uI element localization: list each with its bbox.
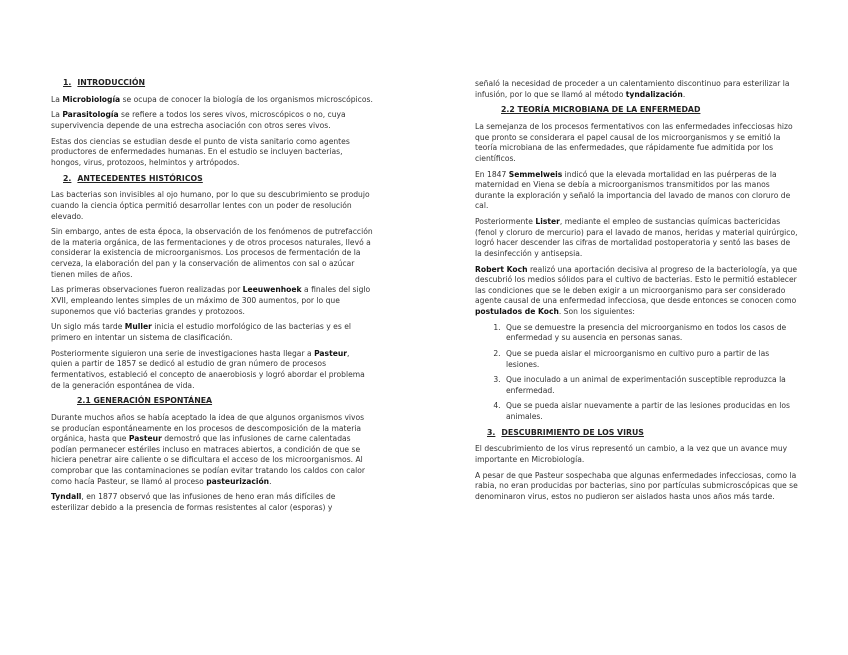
text: En 1847 — [475, 169, 509, 179]
list-item: 2. Que se pueda aislar el microorganismo en cultivo puro a partir de las lesiones. — [503, 349, 798, 370]
paragraph: El descubrimiento de los virus representó un cambio, a la vez que un avance muy importante en Microbiología. — [475, 444, 788, 464]
right-column — [475, 79, 798, 508]
paragraph — [475, 79, 798, 100]
paragraph: La semejanza de los procesos fermentativos con las enfermedades infecciosas hizo que pronto se considerara el papel causal de los microorganismos y se emitió la teoría microbiana de las enfermedades, que rápidamente fue admitida por los científicos. — [475, 121, 793, 163]
section-title: ANTECEDENTES HISTÓRICOS — [77, 173, 203, 183]
bold-term: Robert Koch — [475, 264, 528, 274]
section-heading-introduccion — [51, 78, 373, 89]
bold-term: pasteurización — [206, 476, 270, 486]
text: se refiere a todos los seres vivos, microscópicos o no, cuya supervivencia depende de una estrecha asociación con otros seres vivos. — [51, 110, 346, 130]
section-number: 3. — [487, 427, 496, 437]
section-number: 1. — [63, 78, 72, 87]
list-item: 1. Que se demuestre la presencia del microorganismo en todos los casos de enfermedad y su ausencia en personas sanas. — [503, 323, 798, 344]
bold-term: tyndalización — [625, 89, 683, 99]
list-item: 4. Que se pueda aislar nuevamente a partir de las lesiones producidas en los animales. — [503, 401, 798, 422]
text: se ocupa de conocer la biología de los organismos microscópicos. — [120, 94, 373, 104]
text: , quien a partir de 1857 se dedicó al estudio de gran número de procesos fermentativos, estableció el concepto de anaerobiosis y logró abordar el problema de la generación espontánea de vida. — [51, 348, 365, 390]
bold-term: postulados de Koch — [475, 307, 559, 317]
text: , mediante el empleo de sustancias químicas bactericidas (fenol y cloruro de mercurio) para el lavado de manos, heridas y material quirúrgico, logró hacer descender las cifras de mortalidad postoperatoria y sentó las bases de la desinfección y antisepsia. — [475, 217, 798, 258]
paragraph: Estas dos ciencias se estudian desde el punto de vista sanitario como agentes productores de enfermedades humanas. En el estudio se incluyen bacterias, hongos, virus, protozoos, helmintos y artrópodos. — [51, 136, 350, 167]
text: a finales del siglo XVII, empleando lentes simples de un máximo de 300 aumentos, por lo que suponemos que vió bacterias grandes y protozoos. — [51, 285, 371, 316]
subsection-heading-teoria-microbiana: 2.2 TEORÍA MICROBIANA DE LA ENFERMEDAD — [501, 105, 701, 115]
paragraph — [51, 413, 373, 487]
bold-term: Tyndall — [51, 492, 82, 502]
text: realizó una aportación decisiva al progreso de la bacteriología, ya que descubrió los medios sólidos para el cultivo de bacterias. Esto le permitió establecer las condiciones que se le deben exigir a un microorganismo para ser considerado agente causal de una enfermedad infecciosa, que desde entonces se conocen como — [475, 264, 797, 306]
text: indicó que la elevada mortalidad en las puérperas de la maternidad en Viena se debía a microorganismos transmitidos por las manos durante la exploración y señaló la importancia del lavado de manos con cloruro de cal. — [475, 169, 791, 211]
text: señaló la necesidad de proceder a un calentamiento discontinuo para esterilizar la infusión, por lo que se llamó al método — [475, 79, 790, 99]
paragraph — [51, 492, 373, 513]
paragraph: Las bacterias son invisibles al ojo humano, por lo que su descubrimiento se produjo cuando la ciencia óptica permitió desarrollar lentes con un poder de resolución elevado. — [51, 190, 370, 221]
text: , en 1877 observó que las infusiones de heno eran más difíciles de esterilizar debido a la presencia de formas resistentes al calor (esporas) y — [51, 492, 336, 512]
paragraph — [51, 110, 373, 131]
paragraph — [475, 217, 798, 259]
paragraph — [51, 95, 373, 106]
bold-term: Pasteur — [128, 434, 162, 444]
paragraph: A pesar de que Pasteur sospechaba que algunas enfermedades infecciosas, como la rabia, no eran producidas por bacterias, sino por partículas submicroscópicas que se denominaron virus, estos no pudieron ser aislados hasta unos años más tarde. — [475, 470, 798, 501]
paragraph — [51, 322, 373, 343]
section-title: DESCUBRIMIENTO DE LOS VIRUS — [501, 427, 644, 437]
text: . Son los siguientes: — [558, 307, 635, 317]
text: . — [682, 89, 686, 99]
list-item: 3. Que inoculado a un animal de experimentación susceptible reproduzca la enfermedad. — [503, 375, 798, 396]
bold-term: Pasteur — [314, 348, 347, 358]
section-title: INTRODUCCIÓN — [77, 78, 146, 87]
koch-postulates-list — [475, 323, 798, 423]
bold-term: Lister — [535, 217, 560, 227]
bold-term: Microbiología — [62, 94, 121, 104]
text: . — [269, 476, 272, 486]
paragraph — [51, 285, 373, 317]
bold-term: Leeuwenhoek — [242, 285, 302, 295]
text: Durante muchos años se había aceptado la idea de que algunos organismos vivos se producían espontáneamente en los procesos de descomposición de la materia orgánica, hasta que — [51, 412, 365, 444]
text: Un siglo más tarde — [51, 322, 125, 332]
paragraph: Sin embargo, antes de esta época, la observación de los fenómenos de putrefacción de la materia orgánica, de las fermentaciones y de otros procesos naturales, llevó a considerar la existencia de microorganismos. Los procesos de fermentación de la cerveza, la elaboración del pan y la conservación de alimentos con sal o azúcar tienen miles de años. — [51, 227, 373, 279]
bold-term: Muller — [124, 322, 152, 332]
section-number: 2. — [63, 173, 72, 183]
subsection-heading-generacion-espontanea: 2.1 GENERACIÓN ESPONTÁNEA — [77, 396, 213, 406]
text: inicia el estudio morfológico de las bacterias y es el primero en intentar un sistema de clasificación. — [51, 322, 352, 342]
bold-term: Semmelweis — [508, 169, 563, 179]
text: Posteriormente — [475, 217, 536, 227]
bold-term: Parasitología — [62, 110, 119, 120]
paragraph — [475, 265, 798, 318]
section-heading-antecedentes — [51, 174, 373, 185]
text: La — [51, 110, 63, 120]
text: demostró que las infusiones de carne calentadas podían permanecer estériles incluso en matraces abiertos, a condición de que se hiciera penetrar aire caliente o se dificultara el acceso de los microorganismos. Al comprobar que las contaminaciones se podían evitar tratando los caldos con calor como hacía Pasteur, se llamó al proceso — [51, 434, 366, 486]
left-column — [51, 78, 373, 519]
text: La — [51, 94, 63, 104]
section-heading-virus — [475, 428, 798, 439]
text: Posteriormente siguieron una serie de investigaciones hasta llegar a — [51, 348, 315, 358]
paragraph — [475, 170, 798, 212]
text: Las primeras observaciones fueron realizadas por — [51, 285, 243, 295]
paragraph — [51, 349, 373, 391]
